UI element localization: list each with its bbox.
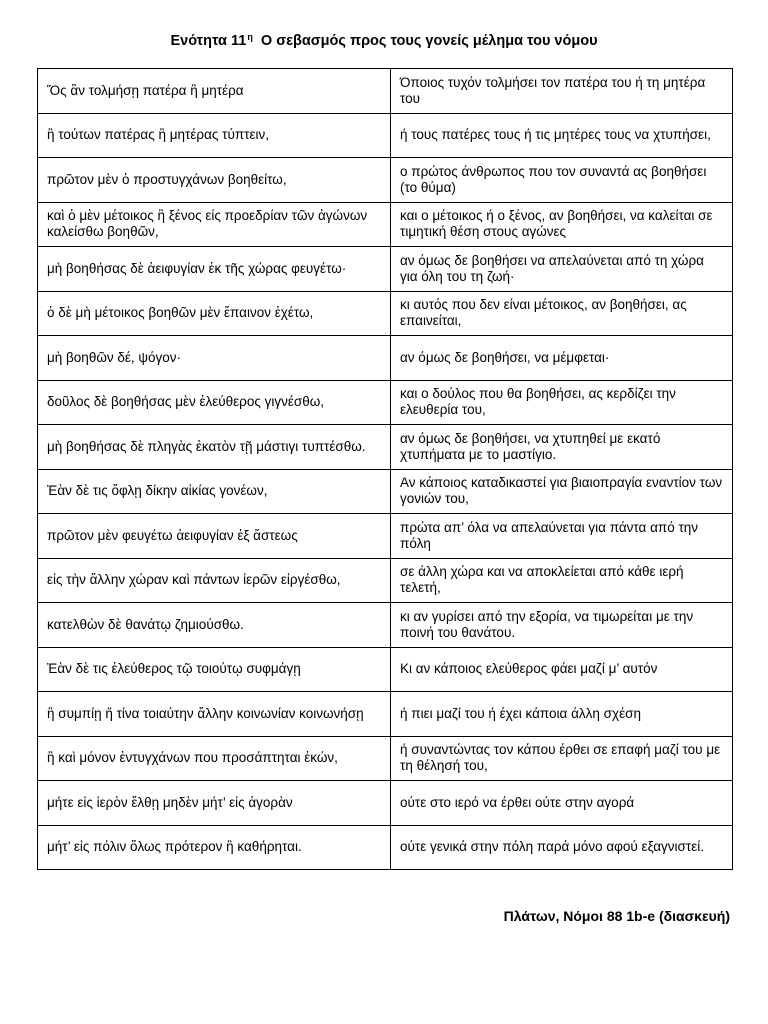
modern-text-cell: και ο δούλος που θα βοηθήσει, ας κερδίζει την ελευθερία του, (391, 380, 733, 425)
modern-text-cell: Αν κάποιος καταδικαστεί για βιαιοπραγία εναντίον των γονιών του, (391, 469, 733, 514)
ancient-text-cell: ἢ συμπίῃ ἤ τίνα τοιαύτην ἄλλην κοινωνίαν κοινωνήσῃ (38, 692, 391, 737)
ancient-text-cell: κατελθὼν δὲ θανάτῳ ζημιούσθω. (38, 603, 391, 648)
ancient-text-cell: Ὅς ἂν τολμήσῃ πατέρα ἢ μητέρα (38, 69, 391, 114)
table-row (38, 647, 733, 692)
ancient-text-cell: μὴ βοηθήσας δὲ ἀειφυγίαν ἐκ τῆς χώρας φευγέτω· (38, 247, 391, 292)
ancient-text-cell: μὴ βοηθήσας δὲ πληγὰς ἑκατὸν τῇ μάστιγι τυπτέσθω. (38, 425, 391, 470)
ancient-text-cell: πρῶτον μὲν ὁ προστυγχάνων βοηθείτω, (38, 158, 391, 203)
modern-text-cell: πρώτα απ’ όλα να απελαύνεται για πάντα από την πόλη (391, 514, 733, 559)
table-row (38, 336, 733, 381)
title-rest: Ο σεβασμός προς τους γονείς μέλημα του νόμου (260, 33, 598, 49)
modern-text-cell: αν όμως δε βοηθήσει, να μέμφεται· (391, 336, 733, 381)
translation-table (37, 68, 733, 870)
table-row (38, 425, 733, 470)
table-row (38, 380, 733, 425)
ancient-text-cell: ἢ καὶ μόνον ἐντυγχάνων που προσάπτηται ἑκών, (38, 736, 391, 781)
table-row (38, 736, 733, 781)
modern-text-cell: ούτε γενικά στην πόλη παρά μόνο αφού εξαγνιστεί. (391, 825, 733, 870)
modern-text-cell: αν όμως δε βοηθήσει να απελαύνεται από τη χώρα για όλη του τη ζωή· (391, 247, 733, 292)
modern-text-cell: και ο μέτοικος ή ο ξένος, αν βοηθήσει, να καλείται σε τιμητική θέση στους αγώνες (391, 202, 733, 247)
table-row (38, 469, 733, 514)
table-row (38, 603, 733, 648)
table-row (38, 514, 733, 559)
table-row (38, 692, 733, 737)
modern-text-cell: ή τους πατέρες τους ή τις μητέρες τους να χτυπήσει, (391, 113, 733, 158)
table-row (38, 247, 733, 292)
ancient-text-cell: μὴ βοηθῶν δέ, ψόγον· (38, 336, 391, 381)
ancient-text-cell: δοῦλος δὲ βοηθήσας μὲν ἐλεύθερος γιγνέσθω, (38, 380, 391, 425)
table-row (38, 558, 733, 603)
table-row (38, 69, 733, 114)
ancient-text-cell: καὶ ὁ μὲν μέτοικος ἢ ξένος εἰς προεδρίαν τῶν ἀγώνων καλείσθω βοηθῶν, (38, 202, 391, 247)
table-row (38, 158, 733, 203)
table-row (38, 825, 733, 870)
modern-text-cell: ή πιει μαζί του ή έχει κάποια άλλη σχέση (391, 692, 733, 737)
modern-text-cell: κι αν γυρίσει από την εξορία, να τιμωρείται με την ποινή του θανάτου. (391, 603, 733, 648)
title-main: Ενότητα 11 (170, 33, 247, 49)
modern-text-cell: Κι αν κάποιος ελεύθερος φάει μαζί μ’ αυτόν (391, 647, 733, 692)
ancient-text-cell: πρῶτον μὲν φευγέτω ἀειφυγίαν ἐξ ἄστεως (38, 514, 391, 559)
table-row (38, 202, 733, 247)
ancient-text-cell: ἢ τούτων πατέρας ἢ μητέρας τύπτειν, (38, 113, 391, 158)
modern-text-cell: ούτε στο ιερό να έρθει ούτε στην αγορά (391, 781, 733, 826)
modern-text-cell: ή συναντώντας τον κάπου έρθει σε επαφή μαζί του με τη θέλησή του, (391, 736, 733, 781)
source-attribution: Πλάτων, Νόμοι 88 1b-e (διασκευή) (503, 908, 730, 924)
modern-text-cell: ο πρώτος άνθρωπος που τον συναντά ας βοηθήσει (το θύμα) (391, 158, 733, 203)
table-row (38, 113, 733, 158)
modern-text-cell: αν όμως δε βοηθήσει, να χτυπηθεί με εκατό χτυπήματα με το μαστίγιο. (391, 425, 733, 470)
ancient-text-cell: μήτ’ εἰς πόλιν ὅλως πρότερον ἢ καθήρηται. (38, 825, 391, 870)
page-title (0, 33, 768, 49)
ancient-text-cell: μήτε εἰς ἱερὸν ἔλθῃ μηδὲν μήτ’ εἰς ἀγορὰν (38, 781, 391, 826)
modern-text-cell: σε άλλη χώρα και να αποκλείεται από κάθε ιερή τελετή, (391, 558, 733, 603)
ancient-text-cell: ὁ δὲ μὴ μέτοικος βοηθῶν μὲν ἔπαινον ἐχέτω, (38, 291, 391, 336)
ancient-text-cell: εἰς τὴν ἄλλην χώραν καὶ πάντων ἱερῶν εἰργέσθω, (38, 558, 391, 603)
translation-table-body (38, 69, 733, 870)
ancient-text-cell: Ἐὰν δὲ τις ὄφλῃ δίκην αἰκίας γονέων, (38, 469, 391, 514)
ancient-text-cell: Ἐὰν δὲ τις ἐλεύθερος τῷ τοιούτῳ συφμάγῃ (38, 647, 391, 692)
modern-text-cell: κι αυτός που δεν είναι μέτοικος, αν βοηθήσει, ας επαινείται, (391, 291, 733, 336)
table-row (38, 291, 733, 336)
modern-text-cell: Όποιος τυχόν τολμήσει τον πατέρα του ή τη μητέρα του (391, 69, 733, 114)
table-row (38, 781, 733, 826)
title-superscript: η (247, 32, 253, 42)
